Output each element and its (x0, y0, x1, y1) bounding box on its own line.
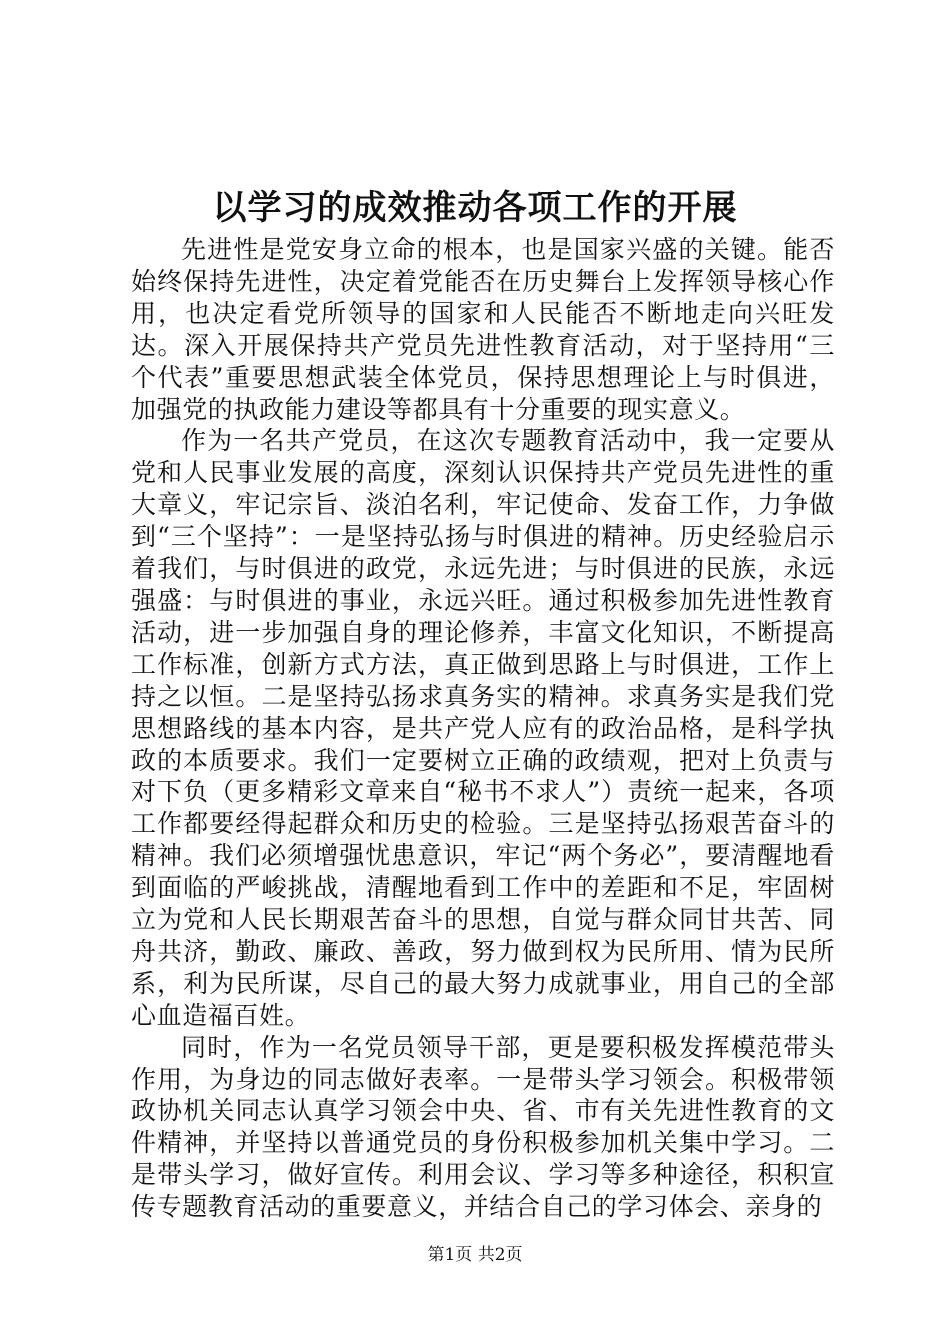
paragraph-1: 先进性是党安身立命的根本，也是国家兴盛的关键。能否始终保持先进性，决定着党能否在历史舞台上发挥领导核心作用，也决定看党所领导的国家和人民能否不断地走向兴旺发达。深入开展保持共产党员先进性教育活动，对于坚持用“三个代表”重要思想武装全体党员，保持思想理论上与时俱进，加强党的执政能力建设等都具有十分重要的现实意义。 (131, 235, 835, 424)
document-title: 以学习的成效推动各项工作的开展 (212, 188, 738, 228)
paragraph-3: 同时，作为一名党员领导干部，更是要积极发挥模范带头作用，为身边的同志做好表率。一是带头学习领会。积极带领政协机关同志认真学习领会中央、省、市有关先进性教育的文件精神，并坚持以普通党员的身份积极参加机关集中学习。二是带头学习，做好宣传。利用会议、学习等多种途径，积积宣传专题教育活动的重要意义，并结合自己的学习体会、亲身的 (131, 1032, 835, 1222)
document-body (131, 234, 835, 1223)
paragraph-2: 作为一名共产党员，在这次专题教育活动中，我一定要从党和人民事业发展的高度，深刻认识保持共产党员先进性的重大章义，牢记宗旨、淡泊名利，牢记使命、发奋工作，力争做到“三个坚持”：一是坚持弘扬与时俱进的精神。历史经验启示着我们，与时俱进的政党，永远先进；与时俱进的民族，永远强盛：与时俱进的事业，永远兴旺。通过积极参加先进性教育活动，进一步加强自身的理论修养，丰富文化知识，不断提高工作标准，创新方式方法，真正做到思路上与时俱进，工作上持之以恒。二是坚持弘扬求真务实的精神。求真务实是我们党思想路线的基本内容，是共产党人应有的政治品格，是科学执政的本质要求。我们一定要树立正确的政绩观，把对上负责与对下负（更多精彩文章来自“秘书不求人”）责统一起来，各项工作都要经得起群众和历史的检验。三是坚持弘扬艰苦奋斗的精神。我们必须增强忧患意识，牢记“两个务必”，要清醒地看到面临的严峻挑战，清醒地看到工作中的差距和不足，牢固树立为党和人民长期艰苦奋斗的思想，自觉与群众同甘共苦、同舟共济，勤政、廉政、善政，努力做到权为民所用、情为民所系，利为民所谋，尽自己的最大努力成就事业，用自己的全部心血造福百姓。 (131, 426, 835, 1030)
page-footer: 第1页 共2页 (427, 1245, 523, 1265)
